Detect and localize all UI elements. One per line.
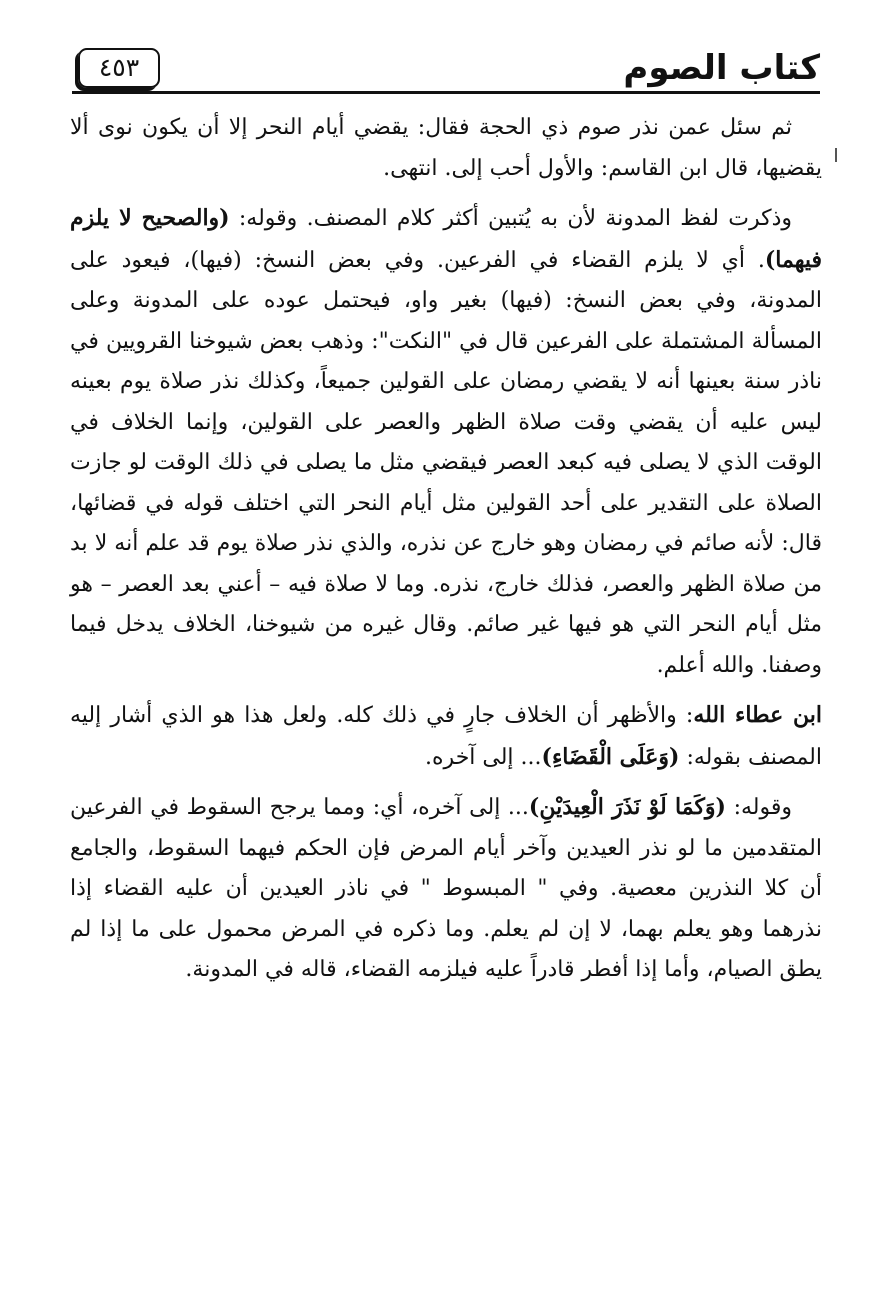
- text-run: ... إلى آخره.: [425, 744, 542, 770]
- text-run: ثم سئل عمن نذر صوم ذي الحجة فقال: يقضي أيام النحر إلا أن يكون نوى ألا يقضيها، قال ابن القاسم: والأول أحب إلى. انتهى.: [70, 115, 822, 181]
- header-divider: [72, 91, 820, 94]
- text-run: وذكرت لفظ المدونة لأن به يُتبين أكثر كلام المصنف. وقوله:: [229, 206, 792, 231]
- bold-phrase: (والصحيح لا يلزم فيهما): [70, 205, 822, 273]
- bold-phrase: (وَكَمَا لَوْ نَذَرَ الْعِيدَيْنِ): [528, 794, 726, 820]
- paragraph: [70, 108, 822, 189]
- text-run: وقوله:: [725, 795, 793, 820]
- bold-phrase: (وَعَلَى الْقَضَاءِ): [541, 743, 680, 770]
- text-run: : والأظهر أن الخلاف جارٍ في ذلك كله. ولعل هذا هو الذي أشار إليه المصنف بقوله:: [70, 703, 822, 770]
- paragraph: [70, 787, 822, 991]
- margin-mark: [835, 148, 837, 162]
- text-run: ... إلى آخره، أي: ومما يرجح السقوط في الفرعين المتقدمين ما لو نذر العيدين وآخر أيام المرض فإن الحكم فيهما السقوط، والجامع أن كلا النذرين معصية. وفي " المبسوط " في ناذر العيدين أن عليه القضاء إذا نذرهما وهو يعلم بهما، لا إن لم يعلم. وما ذكره في المرض محمول على ما إذا لم يطق الصيام، وأما إذا أفطر قادراً عليه فيلزمه القضاء، قاله في المدونة.: [70, 795, 823, 982]
- page-body: [70, 108, 822, 1000]
- chapter-title: كتاب الصوم: [623, 48, 820, 88]
- page-header: [72, 44, 820, 94]
- bold-phrase: ابن عطاء الله: [693, 702, 823, 728]
- text-run: . أي لا يلزم القضاء في الفرعين. وفي بعض النسخ: (فيها)، فيعود على المدونة، وفي بعض النسخ: (فيها) بغير واو، فيحتمل عوده على المدونة وعلى المسألة المشتملة على الفرعين قال في "النكت": وذهب بعض شيوخنا القرويين في ناذر سنة بعينها أنه لا يقضي رمضان على القولين جميعاً، وكذلك نذر صلاة يوم بعينه ليس عليه أن يقضي وقت صلاة الظهر والعصر على القولين، وإنما الخلاف في الوقت الذي لا يصلى فيه كبعد العصر فيقضي مثل ما يصلى في ذلك الوقت لو جازت الصلاة على التقدير على أحد القولين مثل أيام النحر التي اختلف قوله في قضائها، قال: لأنه صائم في رمضان وهو خارج عن نذره، والذي نذر صلاة يوم قد علم أنه لا بد من صلاة الظهر والعصر، فذلك خارج، نذره. وما لا صلاة فيه – أعني بعد العصر – هو مثل أيام النحر التي هو فيها غير صائم. وقال غيره من شيوخنا، الخلاف يدخل فيما وصفنا. والله أعلم.: [70, 247, 822, 678]
- page-number: ٤٥٣: [78, 48, 160, 88]
- paragraph: [70, 695, 822, 778]
- paragraph: [70, 198, 822, 686]
